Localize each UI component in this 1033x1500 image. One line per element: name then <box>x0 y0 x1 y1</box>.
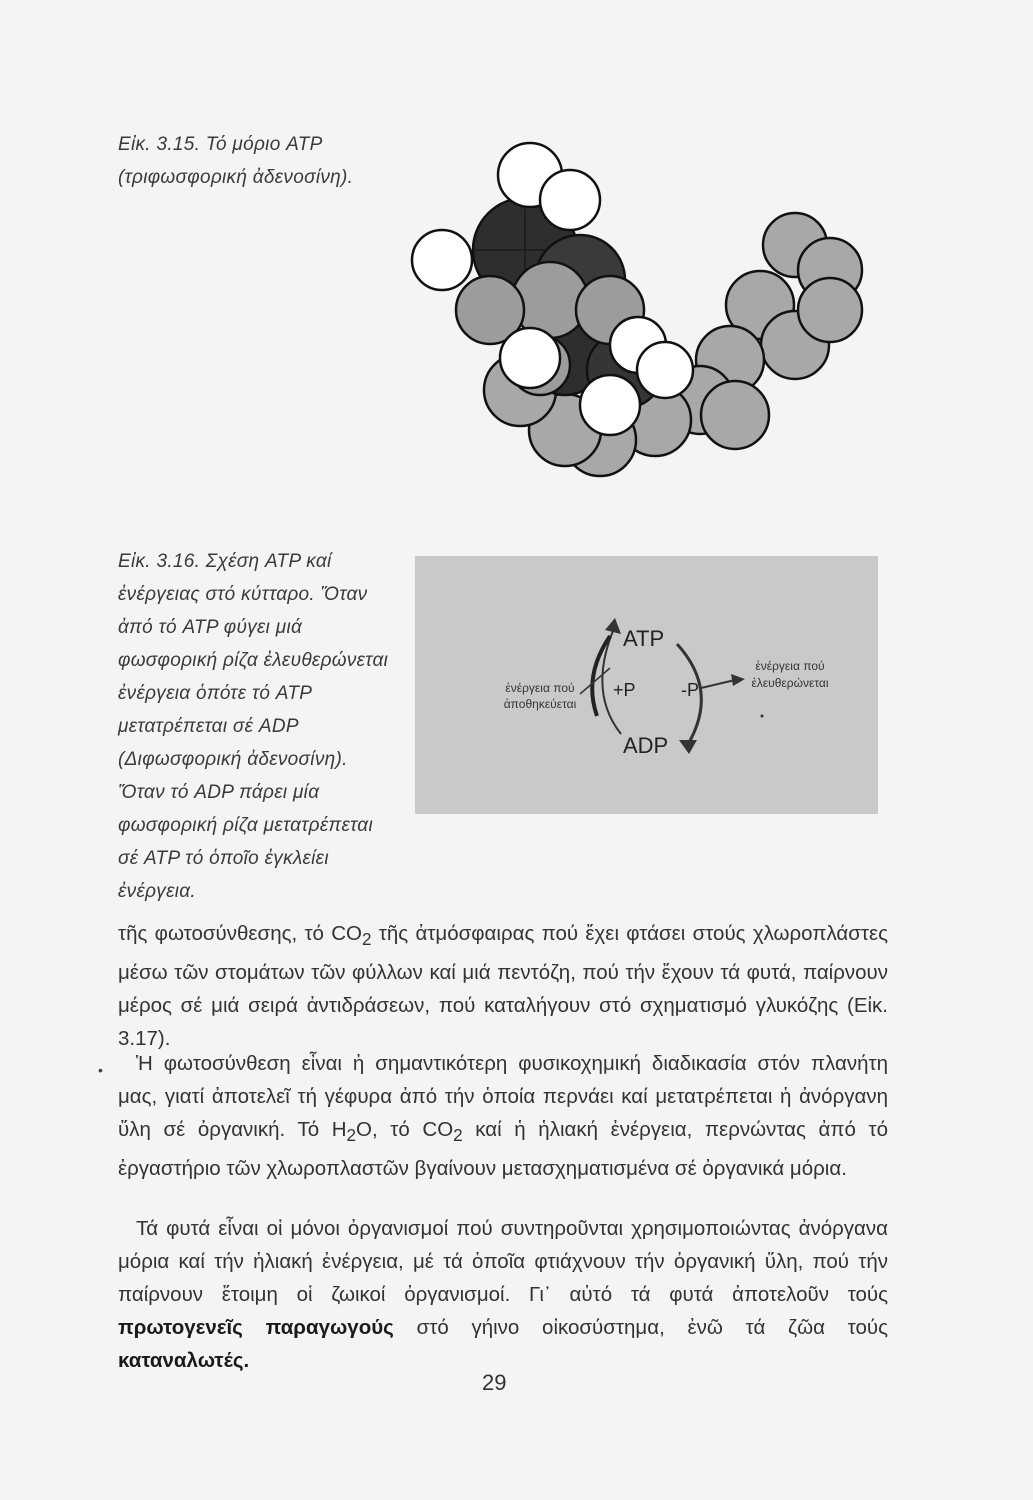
dot <box>761 715 764 718</box>
body-paragraph-1: τῆς φωτοσύνθεσης, τό $CO_2$ τῆς ἀτμόσφαιρας πού ἔχει φτάσει στούς χλωροπλάστες μέσω τῶν στομάτων τῶν φύλλων καί μιά πεντόζη, πού τήν ἔχουν τά φυτά, παίρνουν μέρος σέ μιά σειρά ἀντιδράσεων, πού καταλήγουν στό σχηματισμό γλυκόζης (Εἰκ. 3.17). <box>118 922 888 1051</box>
figure-3-16-caption: Εἰκ. 3.16. Σχέση ATP καί ἐνέργειας στό κύτταρο. Ὅταν ἀπό τό ATP φύγει μιά φωσφορική ρίζα ἐλευθερώνεται ἐνέργεια ὁπότε τό ATP μετατρέπεται σέ ADP (Διφωσφορική ἀδενοσίνη). Ὅταν τό ADP πάρει μία φωσφορική ρίζα μετατρέπεται σέ ATP τό ὁποῖο ἐγκλείει ἐνέργεια. <box>118 551 389 902</box>
energy-released-label-line1: ἐνέργεια πού <box>755 659 825 673</box>
plus-p-label: +P <box>613 680 636 700</box>
body-paragraph-2: Ἡ φωτοσύνθεση εἶναι ἡ σημαντικότερη φυσικοχημική διαδικασία στόν πλανήτη μας, γιατί ἀποτελεῖ τή γέφυρα ἀπό τήν ὁποία περνάει καί μετατρέπεται ἡ ἀνόργανη ὕλη σέ ὀργανική. Τό $H_2O$, τό $CO_2$ καί ἡ ἡλιακή ἐνέργεια, περνώντας ἀπό τό ἐργαστήριο τῶν χλωροπλαστῶν βγαίνουν μετασχηματισμένα σέ ὀργανικά μόρια. <box>118 1052 889 1181</box>
minus-p-label: -P <box>681 680 699 700</box>
atp-adp-cycle-diagram <box>415 556 878 814</box>
energy-stored-label-line2: ἀποθηκεύεται <box>503 697 577 711</box>
figure-3-15-caption: Εἰκ. 3.15. Τό μόριο ATP (τριφωσφορική ἀδενοσίνη). <box>118 134 354 188</box>
atp-label: ATP <box>623 626 665 651</box>
primary-producers-term: πρωτογενεῖς παραγωγούς <box>118 1316 394 1339</box>
page-number: 29 <box>482 1370 507 1395</box>
body-paragraph-3: Τά φυτά εἶναι οἱ μόνοι ὀργανισμοί πού συντηροῦνται χρησιμοποιώντας ἀνόργανα μόρια καί τήν ἡλιακή ἐνέργεια, μέ τά ὁποῖα φτιάχνουν τήν ὀργανική ὕλη, πού τήν παίρνουν ἕτοιμη οἱ ζωικοί ὀργανισμοί. Γι᾽ αὐτό τά φυτά ἀποτελοῦν τούς πρωτογενεῖς παραγωγούς στό γήινο οἰκοσύστημα, ἐνῶ τά ζῶα τούς καταναλωτές. <box>118 1217 888 1372</box>
consumers-term: καταναλωτές. <box>118 1349 250 1372</box>
margin-bullet: • <box>98 1062 103 1078</box>
atp-molecule-illustration <box>400 130 880 510</box>
adp-label: ADP <box>623 733 669 758</box>
energy-released-label-line2: ἐλευθερώνεται <box>751 676 829 690</box>
energy-stored-label-line1: ἐνέργεια πού <box>505 681 575 695</box>
